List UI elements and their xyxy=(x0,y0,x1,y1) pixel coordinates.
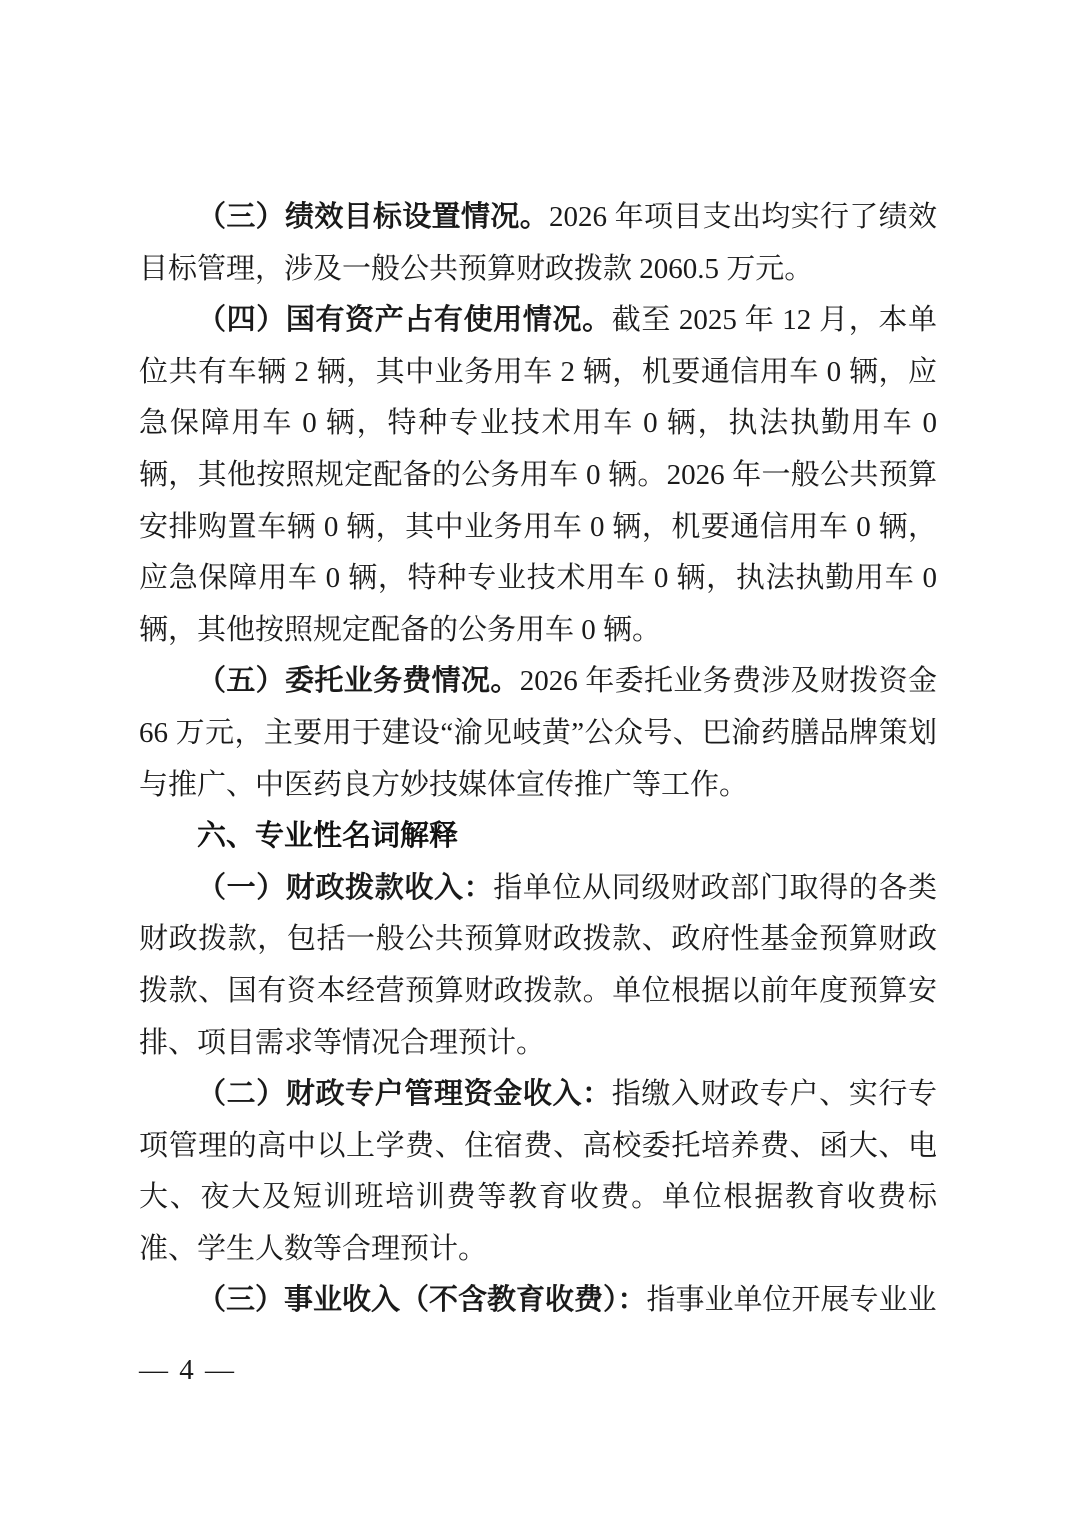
paragraph-lead: （五）委托业务费情况。 xyxy=(197,665,520,698)
paragraph-text: 2026 年项目支出均实行了绩效目标管理，涉及一般公共预算财政拨款 2060.5 万元。 xyxy=(139,201,937,285)
paragraph-text: 指单位从同级财政部门取得的各类财政拨款，包括一般公共预算财政拨款、政府性基金预算财政拨款、国有资本经营预算财政拨款。单位根据以前年度预算安排、项目需求等情况合理预计。 xyxy=(139,871,937,1059)
document-body xyxy=(139,192,937,1327)
paragraph-special-account-income xyxy=(139,1069,937,1275)
page-number: — 4 — xyxy=(139,1354,236,1386)
section-heading-terminology: 六、专业性名词解释 xyxy=(197,820,459,853)
paragraph-performance-targets xyxy=(139,192,937,295)
paragraph-lead: （三）绩效目标设置情况。 xyxy=(197,201,550,233)
paragraph-lead: （一）财政拨款收入： xyxy=(197,871,494,904)
paragraph-text: 截至 2025 年 12 月，本单位共有车辆 2 辆，其中业务用车 2 辆，机要通信用车 0 辆，应急保障用车 0 辆，特种专业技术用车 0 辆，执法执勤用车 0 辆，其他按照规定配备的公务用车 0 辆。2026 年一般公共预算安排购置车辆 0 辆，其中业务用车 0 辆，机要通信用车 0 辆，应急保障用车 0 辆，特种专业技术用车 0 辆，执法执勤用车 0 辆，其他按照规定配备的公务用车 0 辆。 xyxy=(139,304,937,646)
paragraph-text: 指事业单位开展专业业 xyxy=(646,1284,937,1317)
paragraph-lead: （四）国有资产占有使用情况。 xyxy=(197,304,612,337)
paragraph-lead: （三）事业收入（不含教育收费）： xyxy=(197,1284,647,1317)
paragraph-state-assets xyxy=(139,295,937,656)
paragraph-institutional-income xyxy=(139,1275,937,1327)
paragraph-lead: （二）财政专户管理资金收入： xyxy=(197,1078,612,1111)
paragraph-text: 2026 年委托业务费涉及财拨资金 66 万元，主要用于建设“渝见岐黄”公众号、巴渝药膳品牌策划与推广、中医药良方妙技媒体宣传推广等工作。 xyxy=(139,665,937,801)
paragraph-commissioned-services xyxy=(139,656,937,811)
paragraph-fiscal-appropriation-income xyxy=(139,863,937,1069)
paragraph-text: 指缴入财政专户、实行专项管理的高中以上学费、住宿费、高校委托培养费、函大、电大、夜大及短训班培训费等教育收费。单位根据教育收费标准、学生人数等合理预计。 xyxy=(139,1078,937,1265)
